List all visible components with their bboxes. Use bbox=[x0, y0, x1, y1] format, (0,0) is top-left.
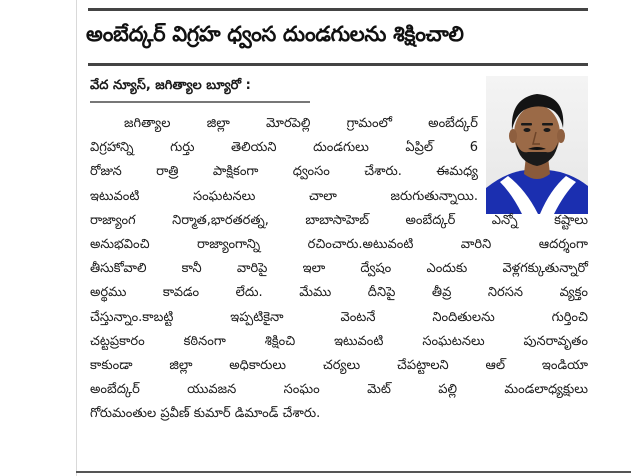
column-left-rule bbox=[76, 0, 77, 476]
article-line: కాకుండా జిల్లా అధికారులు చర్యలు చేపట్టాలని ఆల్ ఇండియా bbox=[90, 357, 588, 373]
article-line: చట్టప్రకారం కఠినంగా శిక్షించి ఇటువంటి సంఘటనలు పునరావృతం bbox=[90, 333, 588, 349]
byline-underline bbox=[90, 101, 310, 103]
article-line: రోజున రాత్రి పాక్షికంగా ధ్వంసం చేశారు. ఈమధ్య bbox=[90, 164, 478, 180]
article-headline: అంబేద్కర్ విగ్రహ ధ్వంస దుండగులను శిక్షించాలి bbox=[86, 22, 464, 46]
article-line: అంబేద్కర్ యువజన సంఘం మెట్ పల్లి మండలాధ్యక్షులు bbox=[90, 382, 588, 398]
article-line: తీసుకోవాలి కానీ వారిపై ఇలా ద్వేషం ఎందుకు వెళ్లగక్కుతున్నారో bbox=[90, 261, 588, 277]
article-bottom-rule bbox=[76, 471, 631, 473]
article-line: విగ్రహాన్ని గుర్తు తెలియని దుండగులు ఏప్రిల్ 6 bbox=[90, 140, 478, 156]
article-line: జగిత్యాల జిల్లా మోరపెల్లి గ్రామంలో అంబేద్కర్ bbox=[124, 116, 478, 131]
headline-bottom-rule bbox=[88, 63, 588, 66]
article-body bbox=[90, 112, 588, 426]
article-line: చేస్తున్నాం.కాబట్టి ఇప్పటికైనా వెంటనే నిందితులను గుర్తించి bbox=[90, 309, 588, 325]
article-line: అర్థము కావడం లేదు. మేము దీనిపై తీవ్ర నిరసన వ్యక్తం bbox=[90, 285, 588, 301]
article-line: గోరుమంతుల ప్రవీణ్ కుమార్ డిమాండ్ చేశారు. bbox=[90, 406, 321, 422]
headline-top-rule bbox=[88, 8, 588, 11]
article-line: ఇటువంటి సంఘటనలు చాలా జరుగుతున్నాయి. bbox=[90, 188, 478, 204]
article-line: రాజ్యాంగ నిర్మాత,భారతరత్న, బాబాసాహెబ్ అంబేద్కర్ ఎన్నో కష్టాలు bbox=[90, 212, 588, 228]
article-byline: వేద న్యూస్, జగిత్యాల బ్యూరో : bbox=[90, 78, 251, 93]
article-line: అనుభవించి రాజ్యాంగాన్ని రచించారు.అటువంటి వారిని ఆదర్శంగా bbox=[90, 236, 588, 252]
